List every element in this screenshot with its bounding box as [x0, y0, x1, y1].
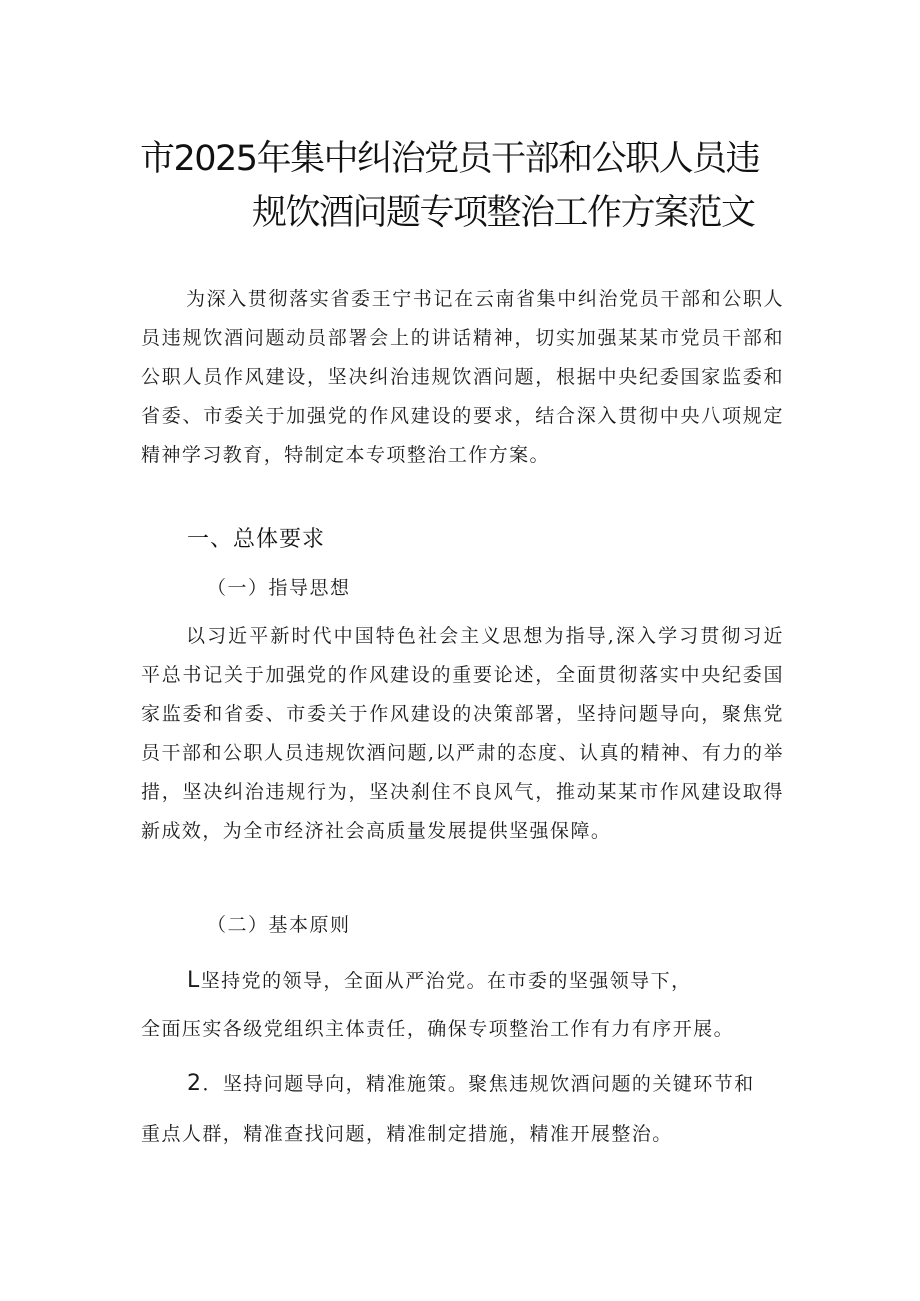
principle-2-number: 2 — [187, 1071, 203, 1096]
principle-2-line-1 — [187, 1069, 755, 1099]
intro-paragraph: 为深入贯彻落实省委王宁书记在云南省集中纠治党员干部和公职人员违规饮酒问题动员部署会上的讲话精神，切实加强某某市党员干部和公职人员作风建设，坚决纠治违规饮酒问题，根据中央纪委国家监委和省委、市委关于加强党的作风建设的要求，结合深入贯彻中央八项规定精神学习教育，特制定本专项整治工作方案。 — [141, 288, 784, 466]
subsection-heading-guiding-thought: （一）指导思想 — [207, 577, 351, 599]
guiding-thought-paragraph: 以习近平新时代中国特色社会主义思想为指导,深入学习贯彻习近平总书记关于加强党的作风建设的重要论述，全面贯彻落实中央纪委国家监委和省委、市委关于作风建设的决策部署，坚持问题导向，聚焦党员干部和公职人员违规饮酒问题,以严肃的态度、认真的精神、有力的举措，坚决纠治违规行为，坚决刹住不良风气，推动某某市作风建设取得新成效，为全市经济社会高质量发展提供坚强保障。 — [141, 625, 784, 842]
principle-1-line-1 — [187, 966, 692, 996]
document-title-line-1: 市2025年集中纠治党员干部和公职人员违 — [140, 139, 760, 179]
subsection-heading-basic-principles: （二）基本原则 — [207, 914, 351, 936]
principle-1-line-2: 全面压实各级党组织主体责任，确保专项整治工作有力有序开展。 — [141, 1018, 735, 1040]
principle-1-number: L — [187, 968, 201, 993]
principle-2-line-2: 重点人群，精准查找问题，精准制定措施，精准开展整治。 — [141, 1123, 673, 1145]
section-heading-overall-requirements: 一、总体要求 — [187, 527, 326, 552]
principle-2-text: ．坚持问题导向，精准施策。聚焦违规饮酒问题的关键环节和 — [202, 1073, 755, 1095]
principle-1-text: 坚持党的领导，全面从严治党。在市委的坚强领导下， — [200, 970, 692, 992]
document-title-line-2: 规饮酒问题专项整治工作方案范文 — [252, 193, 755, 233]
